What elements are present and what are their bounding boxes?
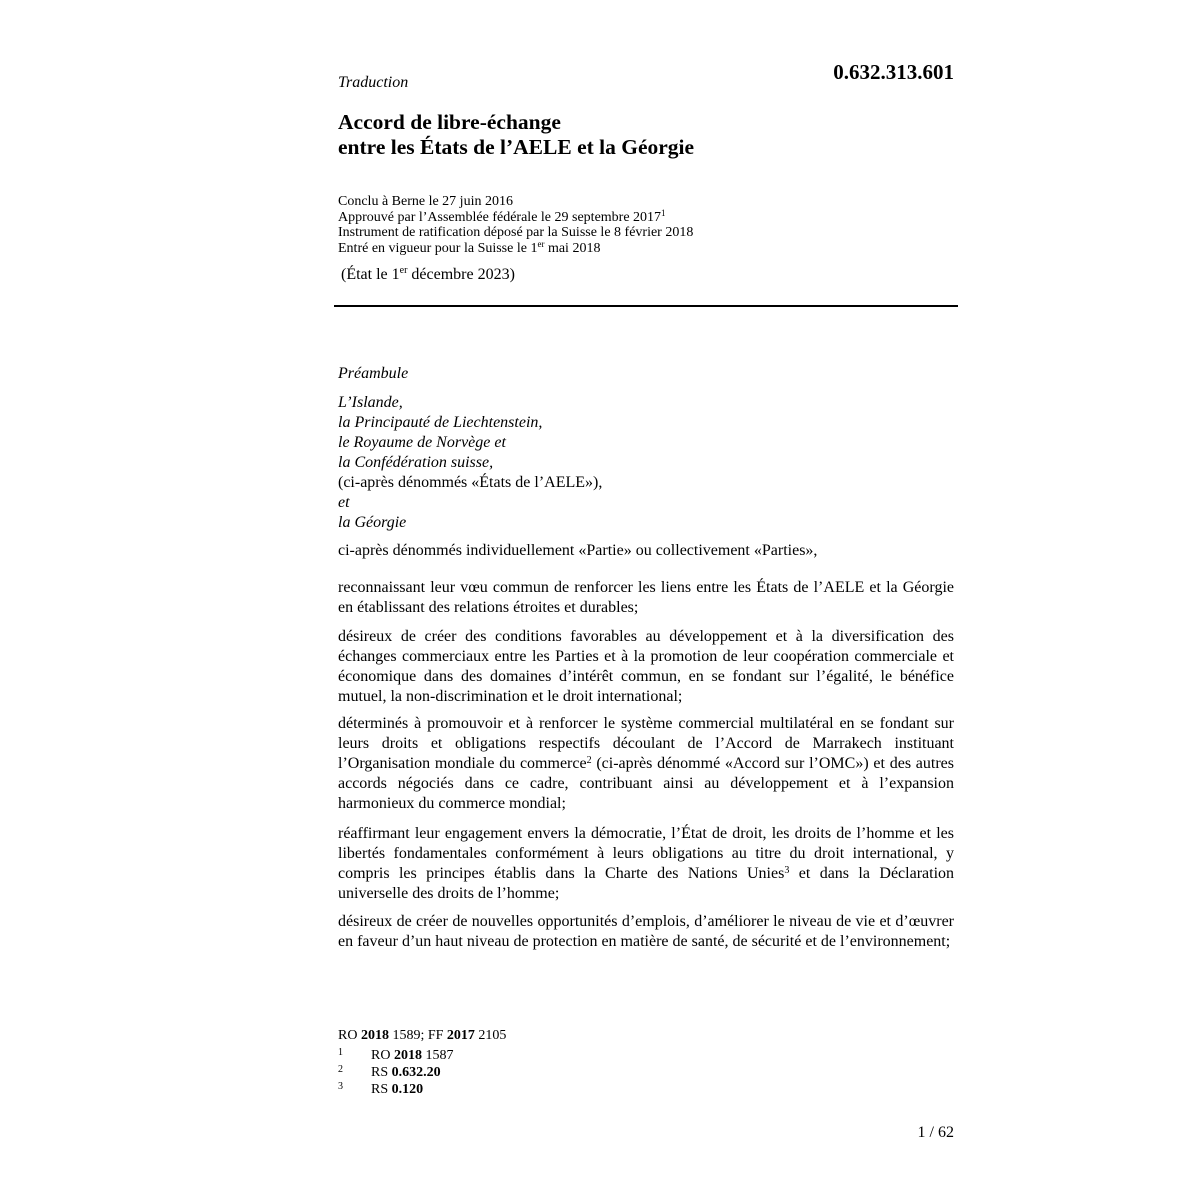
party-liechtenstein: la Principauté de Liechtenstein,	[338, 414, 543, 431]
footnote-ref-1[interactable]: 1	[661, 207, 666, 218]
document-title	[338, 110, 694, 160]
preamble-heading: Préambule	[338, 365, 409, 382]
footnote-ref-2[interactable]: 2	[586, 755, 592, 766]
state-date: (État le 1er décembre 2023)	[341, 265, 515, 283]
header-divider	[334, 305, 958, 307]
parties-definition: ci-après dénommés individuellement «Partie» ou collectivement «Parties»,	[338, 542, 818, 559]
translation-label: Traduction	[338, 74, 409, 91]
preamble-paragraph-3: déterminés à promouvoir et à renforcer le système commercial multilatéral en se fondant sur leurs droits et obligations respectifs découlant de l’Accord de Marrakech instituant l’Organisation mondiale du commerce$^2$ (ci-après dénommé «Accord sur l’OMC») et des autres accords négociés dans ce cadre, contribuant ainsi au développement et à l’expansion harmonieux du commerce mondial;	[338, 715, 955, 812]
party-iceland: L’Islande,	[338, 394, 403, 411]
page-number: 1 / 62	[917, 1124, 954, 1141]
concluded-date: Conclu à Berne le 27 juin 2016	[338, 194, 513, 209]
document-metadata	[338, 194, 693, 256]
in-force-date: Entré en vigueur pour la Suisse le 1er mai 2018	[338, 238, 601, 256]
party-norway: le Royaume de Norvège et	[338, 434, 506, 451]
approved-date: Approuvé par l’Assemblée fédérale le 29 septembre 2017$^1$	[338, 207, 666, 225]
conjunction-et: et	[338, 494, 350, 511]
document-page: 0.632.313.601 Traduction Accord de libre-échange entre les États de l’AELE et la Géorgie Conclu à Berne le 27 juin 2016 Approuvé par l’Assemblée fédérale le 29 septembre 2017$^1$ Instrument de ratification déposé par la Suisse le 8 février 2018 Entré en vigueur pour la Suisse le 1er mai 2018 (État le 1er décembre 2023) Préambule L’Islande, la Principauté de Liechtenstein, le Royaume de Norvège et la Confédération suisse, (ci-après dénommés «États de l’AELE»), et la Géorgie ci-après dénommés individuellement «Partie» ou collectivement «Parties», reconnaissant leur vœu commun de renforcer les liens entre les États de l’AELE et la Géorgie en établissant des relations étroites et durables; désireux de créer des conditions favorables au développement et à la diversification des échanges commerciaux entre les Parties et à la promotion de leur coopération commerciale et économique dans des domaines d’intérêt commun, en se fondant sur l’égalité, le bénéfice mutuel, la non-discrimination et le droit international; déterminés à promouvoir et à renforcer le système commercial multilatéral en se fondant sur leurs droits et obligations respectifs découlant de l’Accord de Marrakech instituant l’Organisation mondiale du commerce$^2$ (ci-après dénommé «Accord sur l’OMC») et des autres accords négociés dans ce cadre, contribuant ainsi au développement et à l’expansion harmonieux du commerce mondial; réaffirmant leur engagement envers la démocratie, l’État de droit, les droits de l’homme et les libertés fondamentales conformément à leurs obligations au titre du droit international, y compris les principes établis dans la Charte des Nations Unies$^3$ et dans la Déclaration universelle des droits de l’homme; désireux de créer de nouvelles opportunités d’emplois, d’améliorer le niveau de vie et d’œuvrer en faveur d’un haut niveau de protection en matière de santé, de sécurité et de l’environnement; RO 2018 1589; FF 2017 2105 1 RO 2018 1587 2 RS 0.632.20 3 RS 0.120 1 / 62	[0, 0, 1200, 1200]
preamble-paragraph-4: réaffirmant leur engagement envers la démocratie, l’État de droit, les droits de l’homme et les libertés fondamentales conformément à leurs obligations au titre du droit international, y compris les principes établis dans la Charte des Nations Unies$^3$ et dans la Déclaration universelle des droits de l’homme;	[338, 825, 955, 902]
title-line-1: Accord de libre-échange	[338, 110, 561, 134]
document-number: 0.632.313.601	[833, 60, 954, 84]
official-reference: RO 2018 1589; FF 2017 2105	[338, 1028, 507, 1043]
preamble-paragraph-2: désireux de créer des conditions favorables au développement et à la diversification des échanges commerciaux entre les Parties et à la promotion de leur coopération commerciale et économique dans des domaines d’intérêt commun, en se fondant sur l’égalité, le bénéfice mutuel, la non-discrimination et le droit international;	[338, 628, 954, 705]
aele-definition: (ci-après dénommés «États de l’AELE»),	[338, 474, 603, 491]
preamble-paragraph-5: désireux de créer de nouvelles opportunités d’emplois, d’améliorer le niveau de vie et d’œuvrer en faveur d’un haut niveau de protection en matière de santé, de sécurité et de l’environnement;	[338, 913, 954, 950]
party-georgia: la Géorgie	[338, 514, 407, 531]
ratification-date: Instrument de ratification déposé par la Suisse le 8 février 2018	[338, 225, 694, 240]
footnote-ref-3[interactable]: 3	[784, 865, 790, 876]
parties-block	[338, 393, 954, 533]
preamble-paragraph-1: reconnaissant leur vœu commun de renforcer les liens entre les États de l’AELE et la Géorgie en établissant des relations étroites et durables;	[338, 579, 954, 616]
party-switzerland: la Confédération suisse,	[338, 454, 494, 471]
title-line-2: entre les États de l’AELE et la Géorgie	[338, 135, 695, 159]
